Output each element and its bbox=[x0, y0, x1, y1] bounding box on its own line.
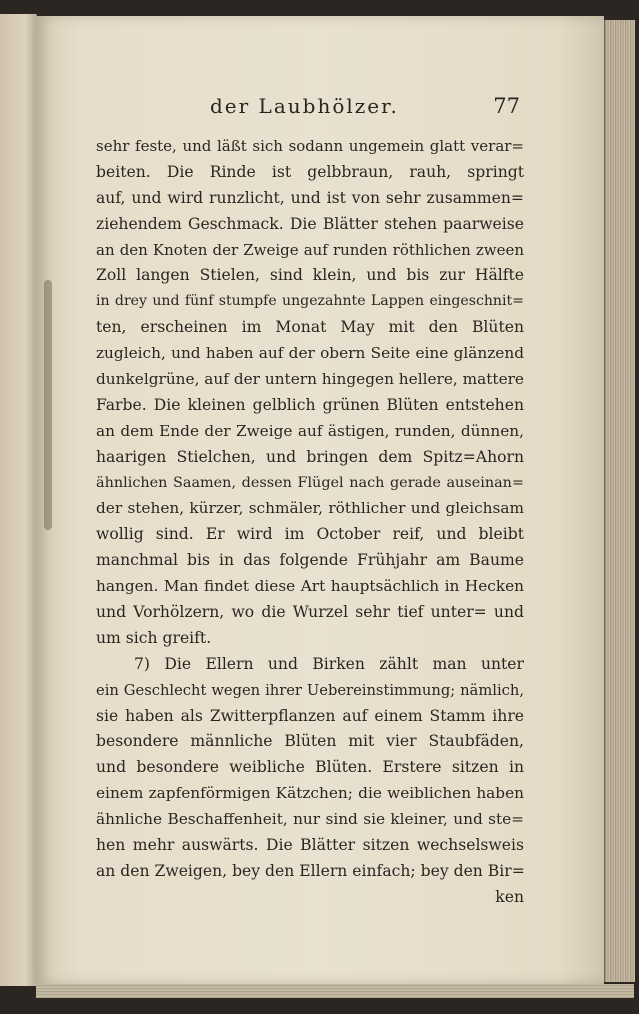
text-line: zugleich, und haben auf der obern Seite eine glänzend bbox=[96, 344, 524, 363]
body-text bbox=[96, 134, 524, 911]
text-line: sie haben als Zwitterpflanzen auf einem Stamm ihre bbox=[96, 706, 524, 725]
page-stack-edge bbox=[604, 20, 635, 982]
text-line: sehr feste, und läßt sich sodann ungemein glatt verar= bbox=[96, 137, 524, 155]
text-line: der stehen, kürzer, schmäler, röthlicher und gleichsam bbox=[96, 499, 524, 518]
text-line: ähnlichen Saamen, dessen Flügel nach gerade auseinan= bbox=[96, 474, 524, 491]
text-line: dunkelgrüne, auf der untern hingegen hellere, mattere bbox=[96, 370, 524, 389]
text-line: haarigen Stielchen, und bringen dem Spitz=Ahorn bbox=[96, 447, 524, 466]
catchword: ken bbox=[495, 887, 524, 906]
page-stack-bottom bbox=[36, 984, 634, 998]
running-head: der Laubhölzer. bbox=[210, 94, 399, 118]
text-line: Zoll langen Stielen, sind klein, und bis zur Hälfte bbox=[96, 266, 524, 285]
text-line: hen mehr auswärts. Die Blätter sitzen wechselsweis bbox=[96, 836, 524, 855]
text-line: ähnliche Beschaffenheit, nur sind sie kleiner, und ste= bbox=[96, 810, 524, 829]
text-line: manchmal bis in das folgende Frühjahr am Baume bbox=[96, 551, 524, 570]
text-line: um sich greift. bbox=[96, 628, 212, 647]
text-line: an den Zweigen, bey den Ellern einfach; bey den Bir= bbox=[96, 861, 525, 880]
text-line: an den Knoten der Zweige auf runden röthlichen zween bbox=[96, 240, 524, 259]
text-line: hangen. Man findet diese Art hauptsächlich in Hecken bbox=[96, 577, 524, 596]
text-line: 7) Die Ellern und Birken zählt man unter bbox=[134, 654, 524, 673]
text-line: und Vorhölzern, wo die Wurzel sehr tief unter= und bbox=[96, 603, 524, 622]
text-line: einem zapfenförmigen Kätzchen; die weiblichen haben bbox=[96, 784, 524, 803]
text-line: beiten. Die Rinde ist gelbbraun, rauh, springt bbox=[96, 162, 524, 181]
page-number: 77 bbox=[493, 94, 520, 118]
page-header bbox=[95, 94, 520, 124]
text-line: ein Geschlecht wegen ihrer Uebereinstimmung; nämlich, bbox=[96, 681, 524, 699]
text-line: und besondere weibliche Blüten. Erstere sitzen in bbox=[96, 758, 524, 777]
text-line: Farbe. Die kleinen gelblich grünen Blüten entstehen bbox=[96, 395, 524, 414]
text-line: besondere männliche Blüten mit vier Staubfäden, bbox=[96, 732, 524, 751]
text-line: in drey und fünf stumpfe ungezahnte Lappen eingeschnit= bbox=[96, 293, 524, 310]
text-line: wollig sind. Er wird im October reif, und bleibt bbox=[96, 525, 524, 544]
left-page-edge bbox=[0, 14, 37, 986]
text-line: an dem Ende der Zweige auf ästigen, runden, dünnen, bbox=[96, 421, 524, 440]
gutter-shadow bbox=[44, 280, 52, 530]
text-line: auf, und wird runzlicht, und ist von sehr zusammen= bbox=[96, 188, 524, 207]
text-line: ziehendem Geschmack. Die Blätter stehen paarweise bbox=[96, 214, 524, 233]
text-line: ten, erscheinen im Monat May mit den Blüten bbox=[96, 318, 524, 337]
